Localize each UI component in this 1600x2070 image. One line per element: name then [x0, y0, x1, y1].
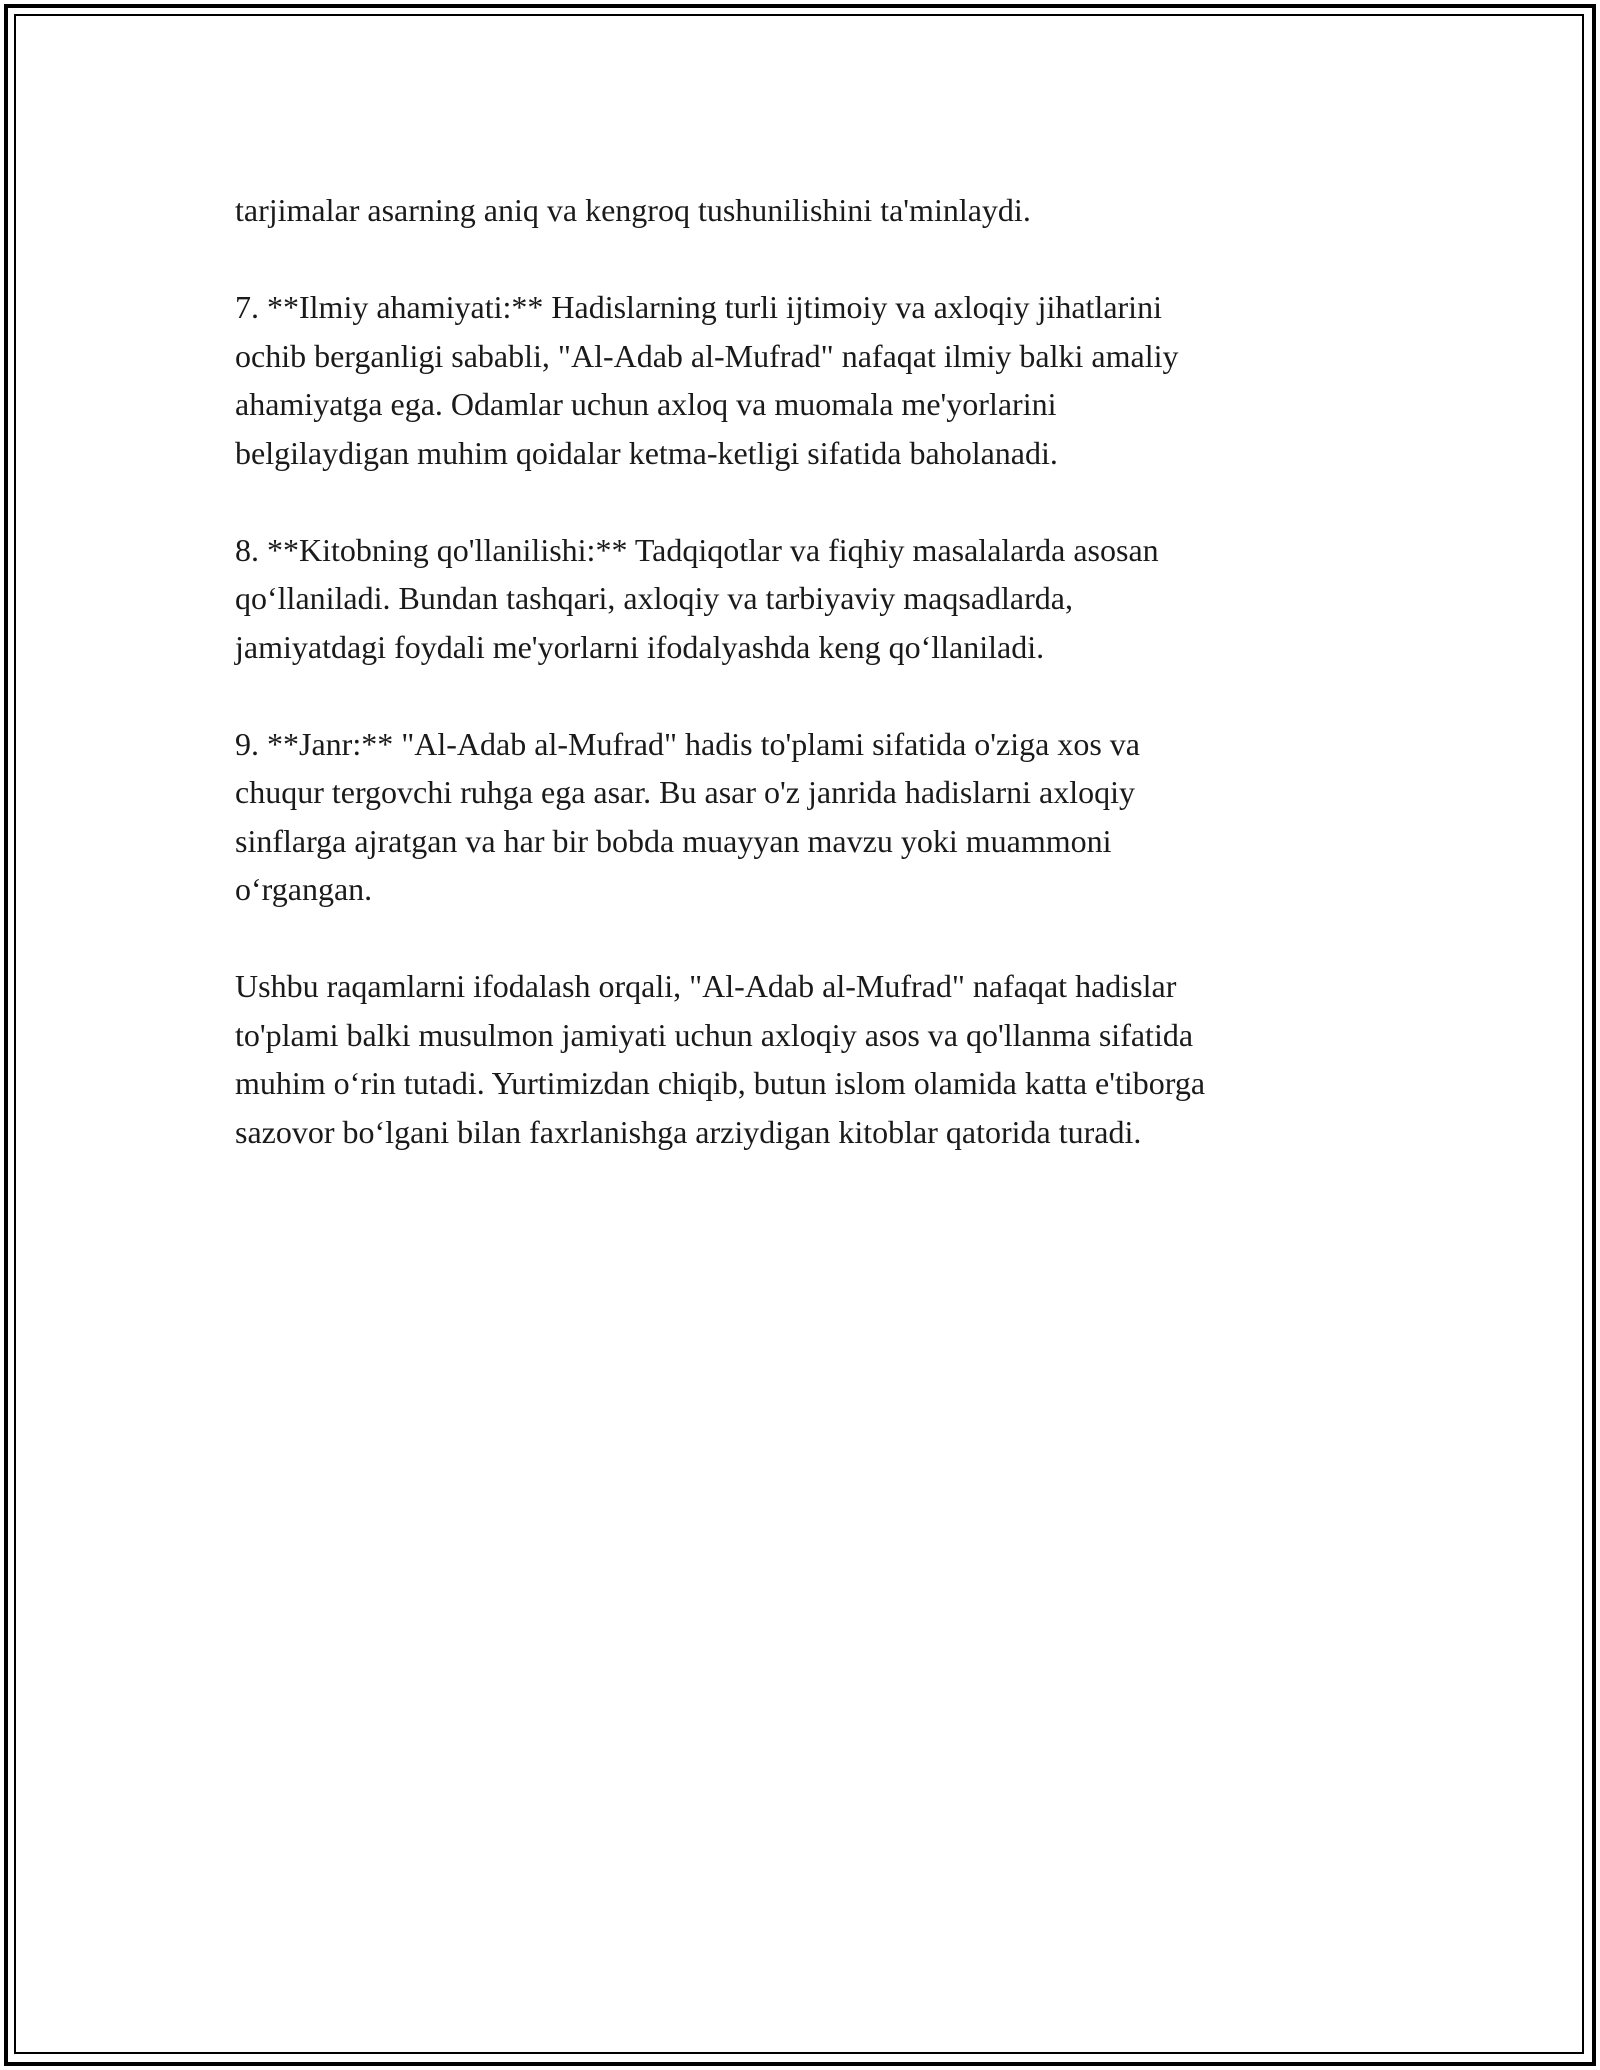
paragraph-genre: 9. **Janr:** "Al-Adab al-Mufrad" hadis to'plami sifatida o'ziga xos va chuqur tergovchi ruhga ega asar. Bu asar o'z janrida hadislarni axloqiy sinflarga ajratgan va har bir bobda muayyan mavzu yoki muammoni o‘rgangan.: [235, 725, 1140, 907]
paragraph-translations-continuation: tarjimalar asarning aniq va kengroq tushunilishini ta'minlaydi.: [235, 192, 1031, 228]
paragraph-book-usage: 8. **Kitobning qo'llanilishi:** Tadqiqotlar va fiqhiy masalalarda asosan qo‘llaniladi. Bundan tashqari, axloqiy va tarbiyaviy maqsadlarda, jamiyatdagi foydali me'yorlarni ifodalyashda keng qo‘llaniladi.: [235, 531, 1159, 665]
document-body: [235, 186, 1395, 1205]
paragraph-conclusion: Ushbu raqamlarni ifodalash orqali, "Al-Adab al-Mufrad" nafaqat hadislar to'plami balki musulmon jamiyati uchun axloqiy asos va qo'llanma sifatida muhim o‘rin tutadi. Yurtimizdan chiqib, butun islom olamida katta e'tiborga sazovor bo‘lgani bilan faxrlanishga arziydigan kitoblar qatorida turadi.: [235, 968, 1206, 1150]
paragraph-scientific-significance: 7. **Ilmiy ahamiyati:** Hadislarning turli ijtimoiy va axloqiy jihatlarini ochib berganligi sababli, "Al-Adab al-Mufrad" nafaqat ilmiy balki amaliy ahamiyatga ega. Odamlar uchun axloq va muomala me'yorlarini belgilaydigan muhim qoidalar ketma-ketligi sifatida baholanadi.: [235, 289, 1179, 471]
